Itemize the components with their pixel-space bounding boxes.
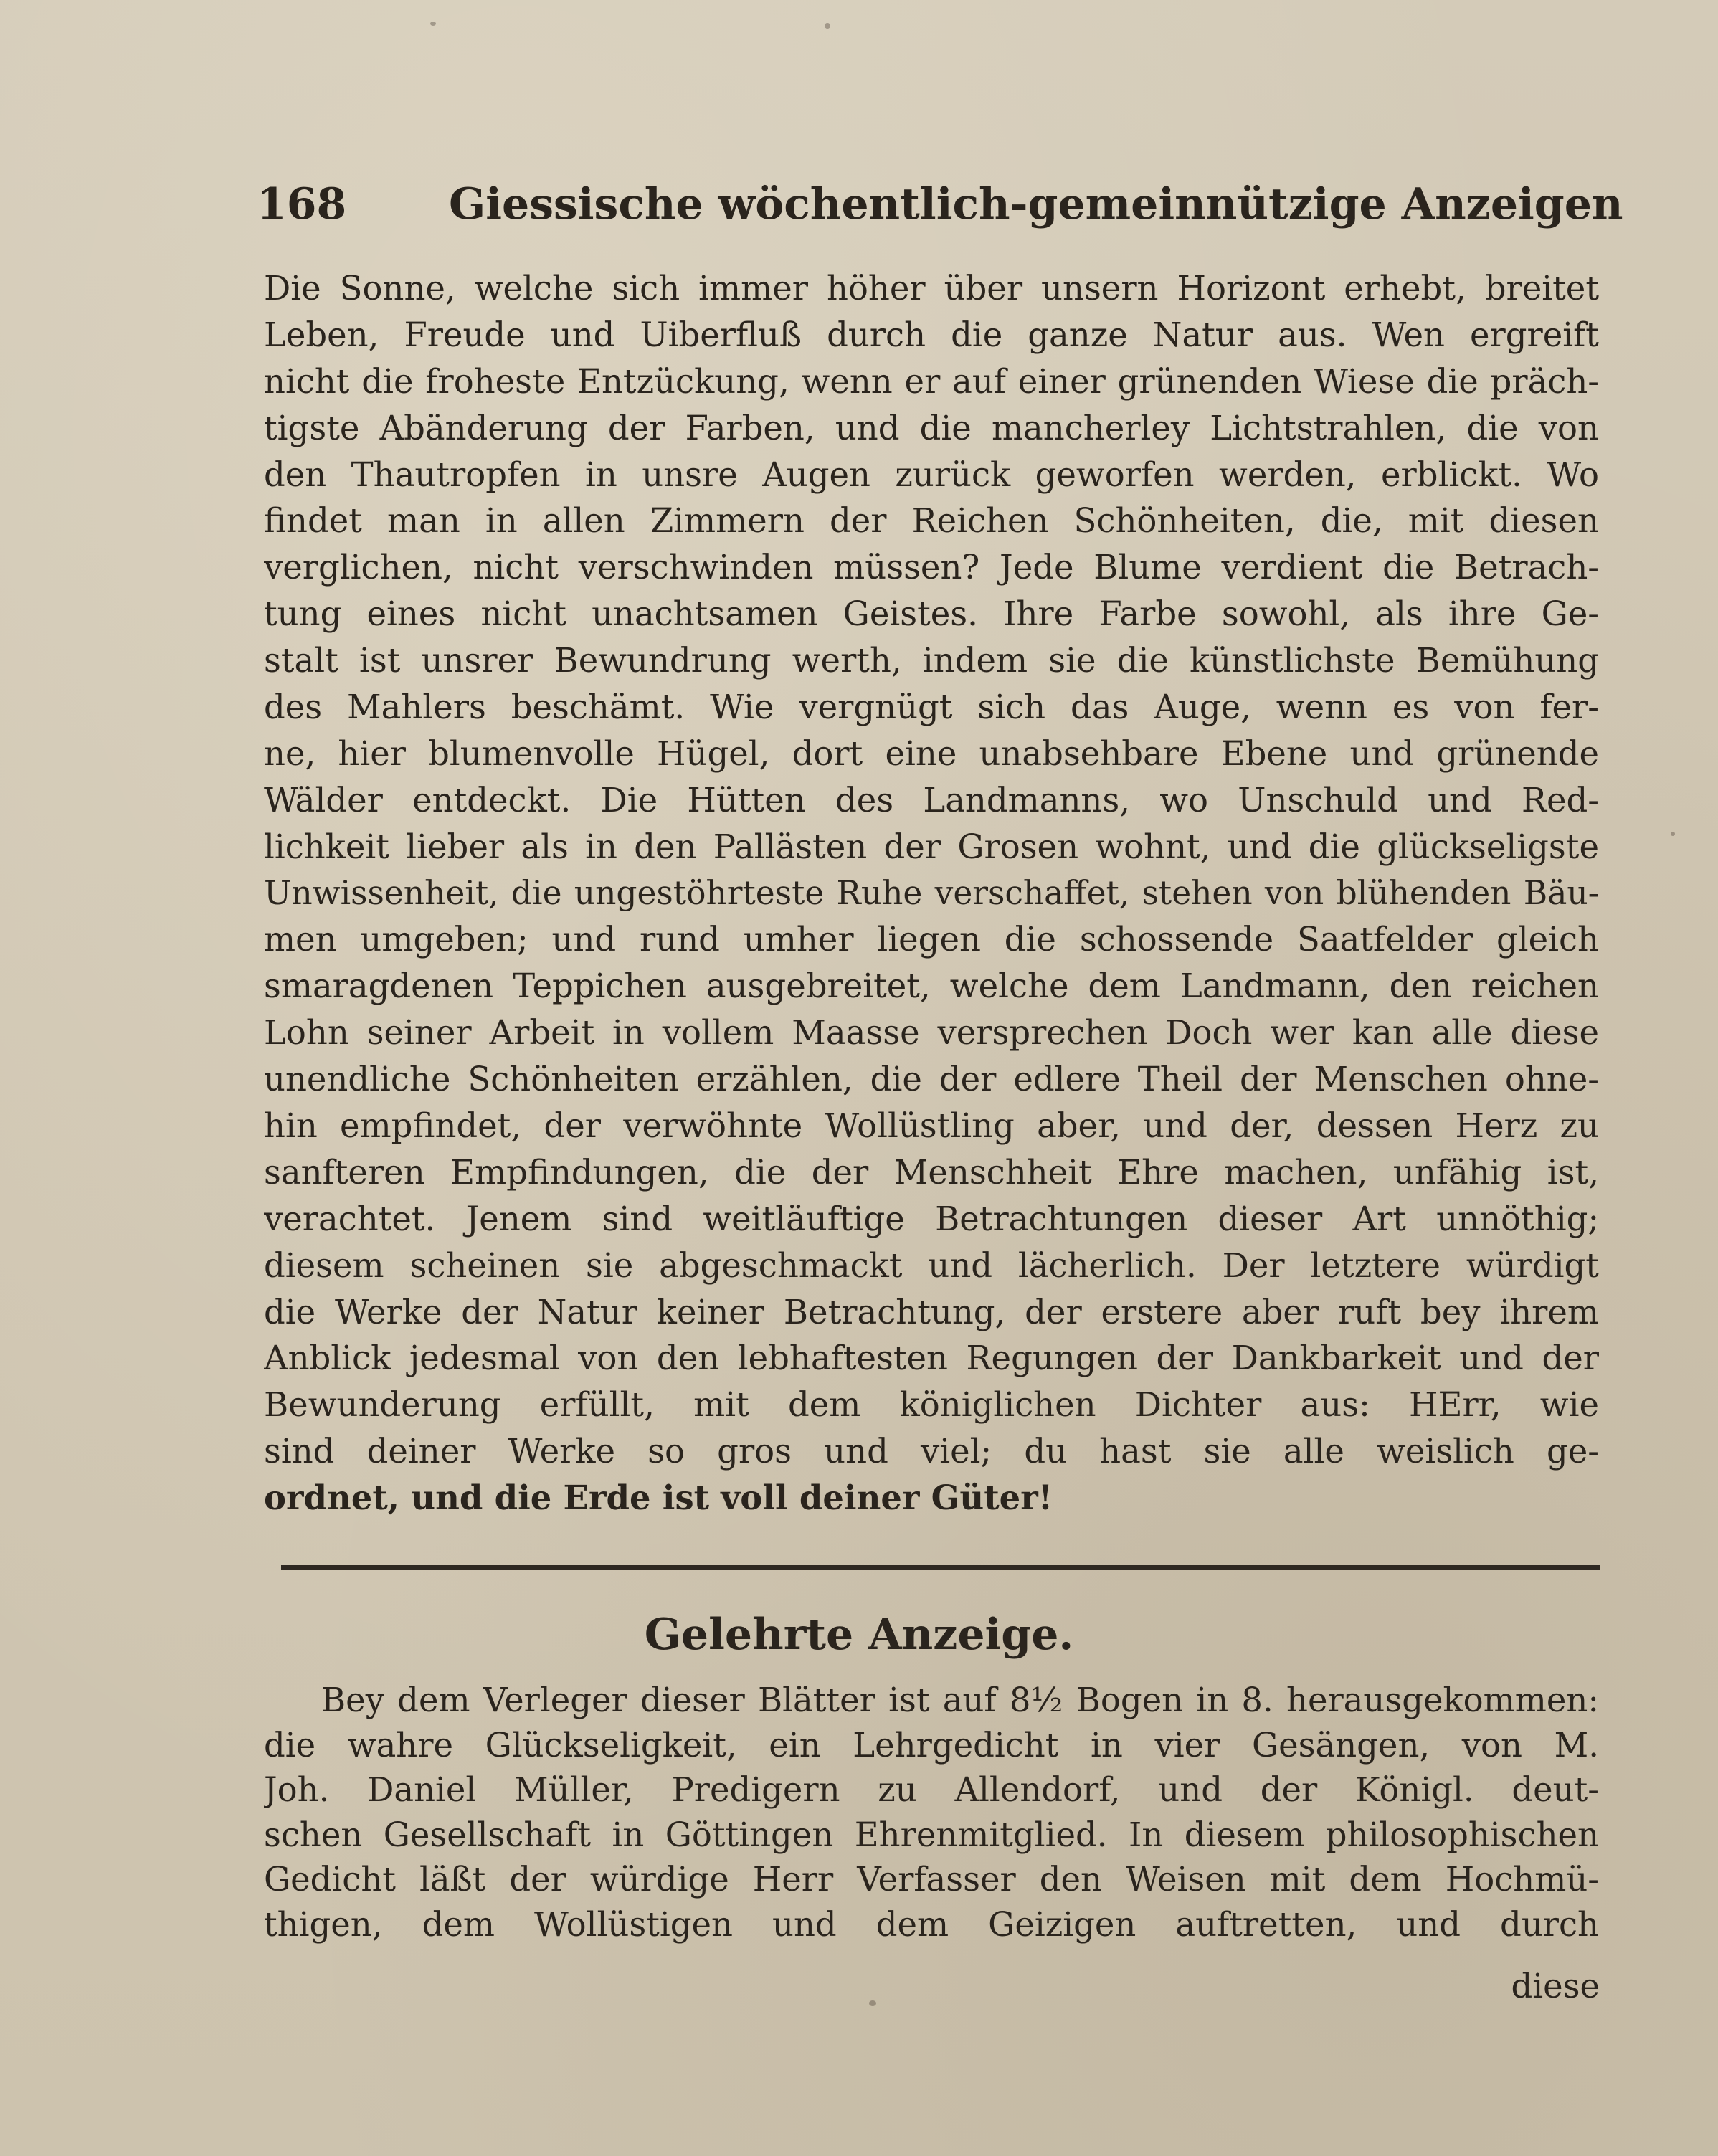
text-line: die Werke der Natur keiner Betrachtung, der erstere aber ruft bey ihrem [264,1292,1599,1331]
paper-speck [869,2000,876,2006]
paper-speck [1671,832,1675,836]
text-line: Die Sonne, welche sich immer höher über unsern Horizont erhebt, breitet [264,269,1599,308]
text-line: lichkeit lieber als in den Pallästen der Grosen wohnt, und die glückseligste [264,827,1599,866]
section-divider [281,1565,1600,1570]
text-line: unendliche Schönheiten erzählen, die der edlere Theil der Menschen ohne- [264,1060,1599,1099]
text-line: die wahre Glückseligkeit, ein Lehrgedicht in vier Gesängen, von M. [264,1725,1599,1765]
running-head: Giessische wöchentlich-gemeinnützige Anzeigen [449,179,1623,229]
text-line: tigste Abänderung der Farben, und die mancherley Lichtstrahlen, die von [264,408,1599,447]
text-line: nicht die froheste Entzückung, wenn er auf einer grünenden Wiese die präch- [264,361,1599,401]
text-line: tung eines nicht unachtsamen Geistes. Ihre Farbe sowohl, als ihre Ge- [264,594,1599,634]
text-line: verglichen, nicht verschwinden müssen? Jede Blume verdient die Betrach- [264,548,1599,587]
notice-paragraph [264,1678,1599,1947]
text-line: schen Gesellschaft in Göttingen Ehrenmitglied. In diesem philosophischen [264,1815,1599,1854]
text-line: thigen, dem Wollüstigen und dem Geizigen auftretten, und durch [264,1904,1599,1944]
paper-speck [825,23,830,29]
catchword: diese [1511,1967,1600,2005]
main-paragraph [264,265,1599,1521]
text-line: Joh. Daniel Müller, Predigern zu Allendorf, und der Königl. deut- [264,1770,1599,1809]
page-number: 168 [257,179,347,229]
text-line: ordnet, und die Erde ist voll deiner Güter! [264,1478,1053,1518]
text-line: Wälder entdeckt. Die Hütten des Landmanns, wo Unschuld und Red- [264,780,1599,820]
text-line: Gedicht läßt der würdige Herr Verfasser den Weisen mit dem Hochmü- [264,1860,1599,1899]
section-title: Gelehrte Anzeige. [644,1610,1074,1660]
paper-speck [430,22,436,26]
text-line: diesem scheinen sie abgeschmackt und lächerlich. Der letztere würdigt [264,1245,1599,1285]
text-line: men umgeben; und rund umher liegen die schossende Saatfelder gleich [264,920,1599,959]
text-line: ne, hier blumenvolle Hügel, dort eine unabsehbare Ebene und grünende [264,733,1599,773]
text-line: findet man in allen Zimmern der Reichen Schönheiten, die, mit diesen [264,501,1599,541]
text-line: verachtet. Jenem sind weitläuftige Betrachtungen dieser Art unnöthig; [264,1199,1599,1238]
text-line: hin empfindet, der verwöhnte Wollüstling aber, und der, dessen Herz zu [264,1106,1599,1146]
text-line: smaragdenen Teppichen ausgebreitet, welche dem Landmann, den reichen [264,967,1599,1006]
text-line: sind deiner Werke so gros und viel; du hast sie alle weislich ge- [264,1432,1599,1471]
text-line: Lohn seiner Arbeit in vollem Maasse versprechen Doch wer kan alle diese [264,1013,1599,1053]
text-line: Anblick jedesmal von den lebhaftesten Regungen der Dankbarkeit und der [264,1339,1599,1378]
text-line: sanfteren Empfindungen, die der Menschheit Ehre machen, unfähig ist, [264,1152,1599,1192]
text-line: Bewunderung erfüllt, mit dem königlichen Dichter aus: HErr, wie [264,1385,1599,1425]
text-line: stalt ist unsrer Bewundrung werth, indem sie die künstlichste Bemühung [264,641,1599,680]
text-line: Unwissenheit, die ungestöhrteste Ruhe verschaffet, stehen von blühenden Bäu- [264,873,1599,912]
text-line: des Mahlers beschämt. Wie vergnügt sich das Auge, wenn es von fer- [264,688,1599,727]
text-line: Bey dem Verleger dieser Blätter ist auf 8½ Bogen in 8. herausgekommen: [321,1681,1599,1719]
page-header [257,176,1623,233]
text-line: Leben, Freude und Uiberfluß durch die ganze Natur aus. Wen ergreift [264,315,1599,354]
text-line: den Thautropfen in unsre Augen zurück geworfen werden, erblickt. Wo [264,455,1599,494]
